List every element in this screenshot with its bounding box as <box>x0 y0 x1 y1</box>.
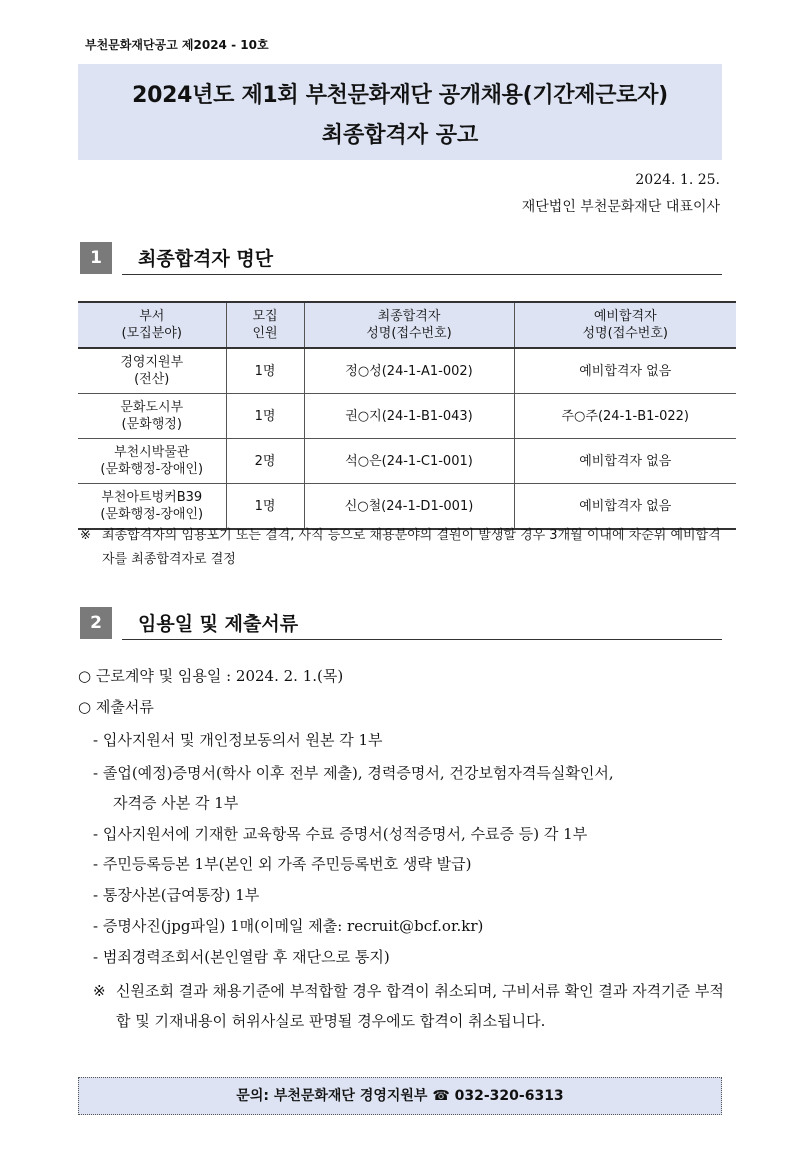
issuer: 재단법인 부천문화재단 대표이사 <box>521 199 720 215</box>
title-line-2: 최종합격자 공고 <box>321 123 479 148</box>
document-item: - 통장사본(급여통장) 1부 <box>93 886 260 904</box>
cell-reserve: 주○주(24-1-B1-022) <box>514 394 736 439</box>
section-1-number: 1 <box>80 242 112 274</box>
table-row <box>78 484 736 530</box>
title-line-1: 2024년도 제1회 부천문화재단 공개채용(기간제근로자) <box>132 83 668 108</box>
cell-final: 정○성(24-1-A1-002) <box>304 348 514 394</box>
document-item: - 졸업(예정)증명서(학사 이후 전부 제출), 경력증명서, 건강보험자격득실확인서, <box>93 764 614 782</box>
document-item: - 범죄경력조회서(본인열람 후 재단으로 통지) <box>93 948 390 966</box>
footnote-text: 최종합격자의 임용포기 또는 결격, 사직 등으로 채용분야의 결원이 발생할 경우 3개월 이내에 차순위 예비합격자를 최종합격자로 결정 <box>102 528 721 567</box>
table-row <box>78 348 736 394</box>
section-1-title: 최종합격자 명단 <box>138 248 274 270</box>
document-item: - 증명사진(jpg파일) 1매(이메일 제출: recruit@bcf.or.kr) <box>93 917 484 935</box>
final-candidates-table <box>78 301 736 530</box>
cancellation-note <box>93 976 733 1036</box>
document-number: 부천문화재단공고 제2024 - 10호 <box>85 38 269 52</box>
section-2-number: 2 <box>80 607 112 639</box>
cell-count: 1명 <box>226 348 304 394</box>
cell-count: 1명 <box>226 394 304 439</box>
contact-box: 문의: 부천문화재단 경영지원부 ☎ 032-320-6313 <box>78 1077 722 1115</box>
reference-mark: ※ <box>93 982 106 1000</box>
cell-reserve: 예비합격자 없음 <box>514 439 736 484</box>
cell-reserve: 예비합격자 없음 <box>514 348 736 394</box>
cell-final: 석○은(24-1-C1-001) <box>304 439 514 484</box>
title-box <box>78 64 722 160</box>
document-item-continuation: 자격증 사본 각 1부 <box>113 794 239 812</box>
document-item: - 주민등록등본 1부(본인 외 가족 주민등록번호 생략 발급) <box>93 855 472 873</box>
cell-reserve: 예비합격자 없음 <box>514 484 736 530</box>
header-final: 최종합격자 성명(접수번호) <box>304 302 514 348</box>
section-2-underline <box>122 639 722 640</box>
cell-department: 문화도시부 (문화행정) <box>78 394 226 439</box>
document-item: - 입사지원서 및 개인정보동의서 원본 각 1부 <box>93 731 383 749</box>
section-1-underline <box>122 274 722 275</box>
cell-final: 신○철(24-1-D1-001) <box>304 484 514 530</box>
cell-department: 부천시박물관 (문화행정-장애인) <box>78 439 226 484</box>
table-row <box>78 439 736 484</box>
header-reserve: 예비합격자 성명(접수번호) <box>514 302 736 348</box>
cell-department: 경영지원부 (전산) <box>78 348 226 394</box>
header-count: 모집 인원 <box>226 302 304 348</box>
cell-department: 부천아트벙커B39 (문화행정-장애인) <box>78 484 226 530</box>
section-2-title: 임용일 및 제출서류 <box>138 613 299 635</box>
cell-count: 2명 <box>226 439 304 484</box>
announcement-date: 2024. 1. 25. <box>635 172 720 188</box>
cell-count: 1명 <box>226 484 304 530</box>
cell-final: 권○지(24-1-B1-043) <box>304 394 514 439</box>
cancellation-note-text: 신원조회 결과 채용기준에 부적합할 경우 합격이 취소되며, 구비서류 확인 결과 자격기준 부적합 및 기재내용이 허위사실로 판명될 경우에도 합격이 취소됩니다. <box>116 982 724 1030</box>
header-department: 부서 (모집분야) <box>78 302 226 348</box>
document-item: - 입사지원서에 기재한 교육항목 수료 증명서(성적증명서, 수료증 등) 각 1부 <box>93 825 588 843</box>
start-date-item: ○ 근로계약 및 임용일 : 2024. 2. 1.(목) <box>78 667 344 685</box>
reference-mark: ※ <box>80 528 91 543</box>
documents-heading: ○ 제출서류 <box>78 698 154 716</box>
table-row <box>78 394 736 439</box>
table-footnote <box>80 524 730 572</box>
table-header-row <box>78 302 736 348</box>
